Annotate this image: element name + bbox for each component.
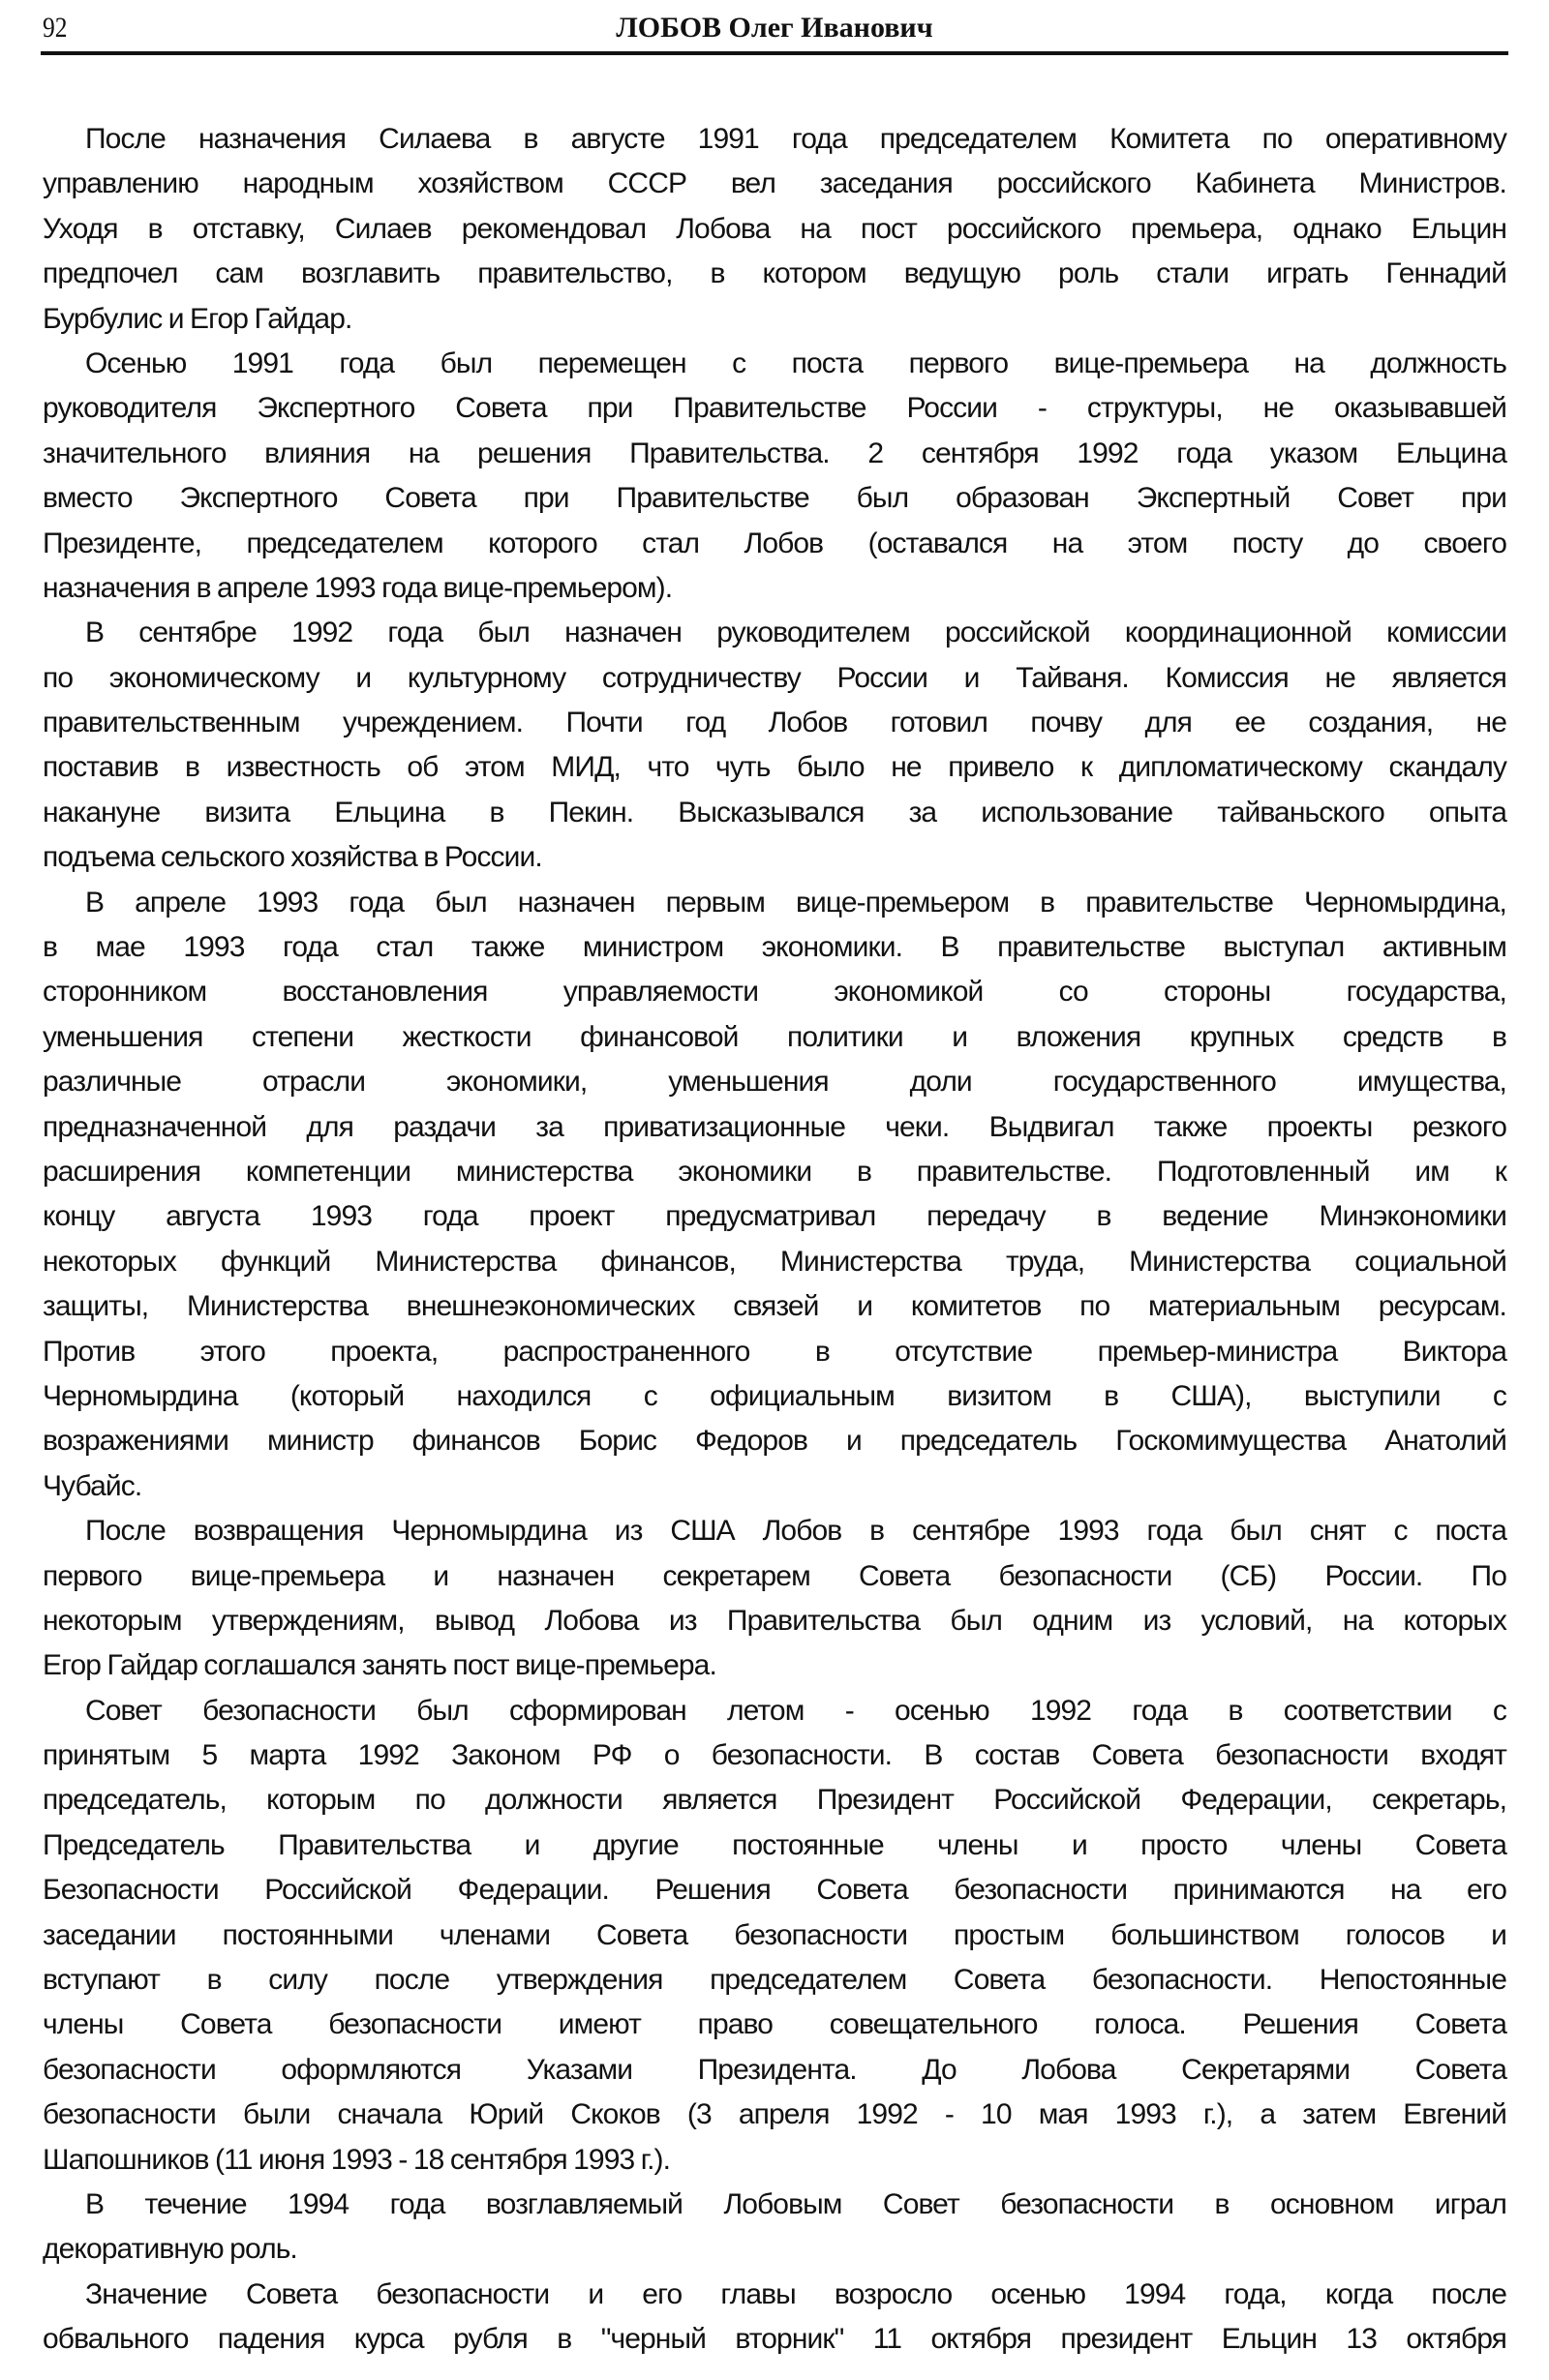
text-line: Значение Совета безопасности и его главы возросло осенью 1994 года, когда после (85, 2277, 1506, 2310)
header-rule (41, 51, 1508, 55)
text-line: Егор Гайдар соглашался занять пост вице-премьера. (43, 1649, 716, 1682)
text-line: Против этого проекта, распространенного в отсутствие премьер-министра Виктора (43, 1335, 1506, 1368)
text-line: После возвращения Черномырдина из США Лобов в сентябре 1993 года был снят с поста (85, 1515, 1506, 1548)
running-header-title: ЛОБОВ Олег Иванович (616, 12, 933, 44)
text-line: После назначения Силаева в августе 1991 года председателем Комитета по оперативному (85, 123, 1506, 155)
page-number: 92 (43, 12, 68, 44)
text-line: вместо Экспертного Совета при Правительстве был образован Экспертный Совет при (43, 482, 1506, 515)
paragraph (43, 117, 1506, 342)
text-line: безопасности были сначала Юрий Скоков (3 апреля 1992 - 10 мая 1993 г.), а затем Евгений (43, 2098, 1506, 2131)
text-line: декоративную роль. (43, 2233, 297, 2266)
text-line: Председатель Правительства и другие постоянные члены и просто члены Совета (43, 1828, 1506, 1861)
text-line: Чубайс. (43, 1469, 142, 1502)
text-line: В сентябре 1992 года был назначен руководителем российской координационной комиссии (85, 617, 1506, 649)
text-line: назначения в апреле 1993 года вице-премьером). (43, 571, 673, 604)
text-line: защиты, Министерства внешнеэкономических связей и комитетов по материальным ресурсам. (43, 1290, 1506, 1323)
text-line: заседании постоянными членами Совета безопасности простым большинством голосов и (43, 1918, 1506, 1951)
text-line: Уходя в отставку, Силаев рекомендовал Лобова на пост российского премьера, однако Ельцин (43, 212, 1506, 245)
paragraph (43, 1509, 1506, 1689)
text-line: значительного влияния на решения Правительства. 2 сентября 1992 года указом Ельцина (43, 437, 1506, 469)
paragraph (43, 1689, 1506, 2183)
text-line: Шапошников (11 июня 1993 - 18 сентября 1993 г.). (43, 2143, 671, 2176)
text-line: в мае 1993 года стал также министром экономики. В правительстве выступал активным (43, 931, 1506, 964)
text-line: Совет безопасности был сформирован летом - осенью 1992 года в соответствии с (85, 1694, 1506, 1727)
text-line: В течение 1994 года возглавляемый Лобовым Совет безопасности в основном играл (85, 2187, 1506, 2220)
paragraph (43, 2273, 1506, 2363)
text-line: различные отрасли экономики, уменьшения доли государственного имущества, (43, 1066, 1506, 1099)
text-line: управлению народным хозяйством СССР вел заседания российского Кабинета Министров. (43, 167, 1506, 200)
text-line: Осенью 1991 года был перемещен с поста первого вице-премьера на должность (85, 346, 1506, 379)
text-line: предназначенной для раздачи за приватизационные чеки. Выдвигал также проекты резкого (43, 1110, 1506, 1143)
paragraph (43, 2183, 1506, 2273)
text-line: правительственным учреждением. Почти год Лобов готовил почву для ее создания, не (43, 707, 1506, 739)
text-line: безопасности оформляются Указами Президента. До Лобова Секретарями Совета (43, 2053, 1506, 2086)
text-line: по экономическому и культурному сотрудничеству России и Тайваня. Комиссия не является (43, 661, 1506, 694)
text-line: руководителя Экспертного Совета при Правительстве России - структуры, не оказывавшей (43, 392, 1506, 425)
document-body (43, 117, 1506, 2363)
text-line: Черномырдина (который находился с официальным визитом в США), выступили с (43, 1379, 1506, 1412)
text-line: подъема сельского хозяйства в России. (43, 841, 542, 874)
paragraph (43, 342, 1506, 611)
text-line: Президенте, председателем которого стал Лобов (оставался на этом посту до своего (43, 527, 1506, 559)
text-line: Бурбулис и Егор Гайдар. (43, 302, 352, 335)
text-line: расширения компетенции министерства экономики в правительстве. Подготовленный им к (43, 1155, 1506, 1188)
text-line: некоторых функций Министерства финансов, Министерства труда, Министерства социальной (43, 1245, 1506, 1278)
text-line: принятым 5 марта 1992 Законом РФ о безопасности. В состав Совета безопасности входят (43, 1739, 1506, 1772)
text-line: первого вице-премьера и назначен секретарем Совета безопасности (СБ) России. По (43, 1559, 1506, 1592)
text-line: члены Совета безопасности имеют право совещательного голоса. Решения Совета (43, 2008, 1506, 2041)
text-line: обвального падения курса рубля в "черный вторник" 11 октября президент Ельцин 13 октября (43, 2323, 1506, 2356)
text-line: уменьшения степени жесткости финансовой политики и вложения крупных средств в (43, 1020, 1506, 1053)
text-line: накануне визита Ельцина в Пекин. Высказывался за использование тайваньского опыта (43, 796, 1506, 828)
text-line: сторонником восстановления управляемости экономикой со стороны государства, (43, 976, 1506, 1009)
text-line: В апреле 1993 года был назначен первым вице-премьером в правительстве Черномырдина, (85, 886, 1506, 919)
paragraph (43, 611, 1506, 880)
text-line: председатель, которым по должности является Президент Российской Федерации, секретарь, (43, 1784, 1506, 1817)
text-line: Безопасности Российской Федерации. Решения Совета безопасности принимаются на его (43, 1874, 1506, 1907)
paragraph (43, 881, 1506, 1509)
text-line: возражениями министр финансов Борис Федоров и председатель Госкомимущества Анатолий (43, 1425, 1506, 1458)
text-line: вступают в силу после утверждения председателем Совета безопасности. Непостоянные (43, 1964, 1506, 1997)
text-line: поставив в известность об этом МИД, что чуть было не привело к дипломатическому скандалу (43, 751, 1506, 784)
text-line: предпочел сам возглавить правительство, в котором ведущую роль стали играть Геннадий (43, 257, 1506, 290)
text-line: некоторым утверждениям, вывод Лобова из Правительства был одним из условий, на которых (43, 1604, 1506, 1637)
text-line: концу августа 1993 года проект предусматривал передачу в ведение Минэкономики (43, 1200, 1506, 1233)
